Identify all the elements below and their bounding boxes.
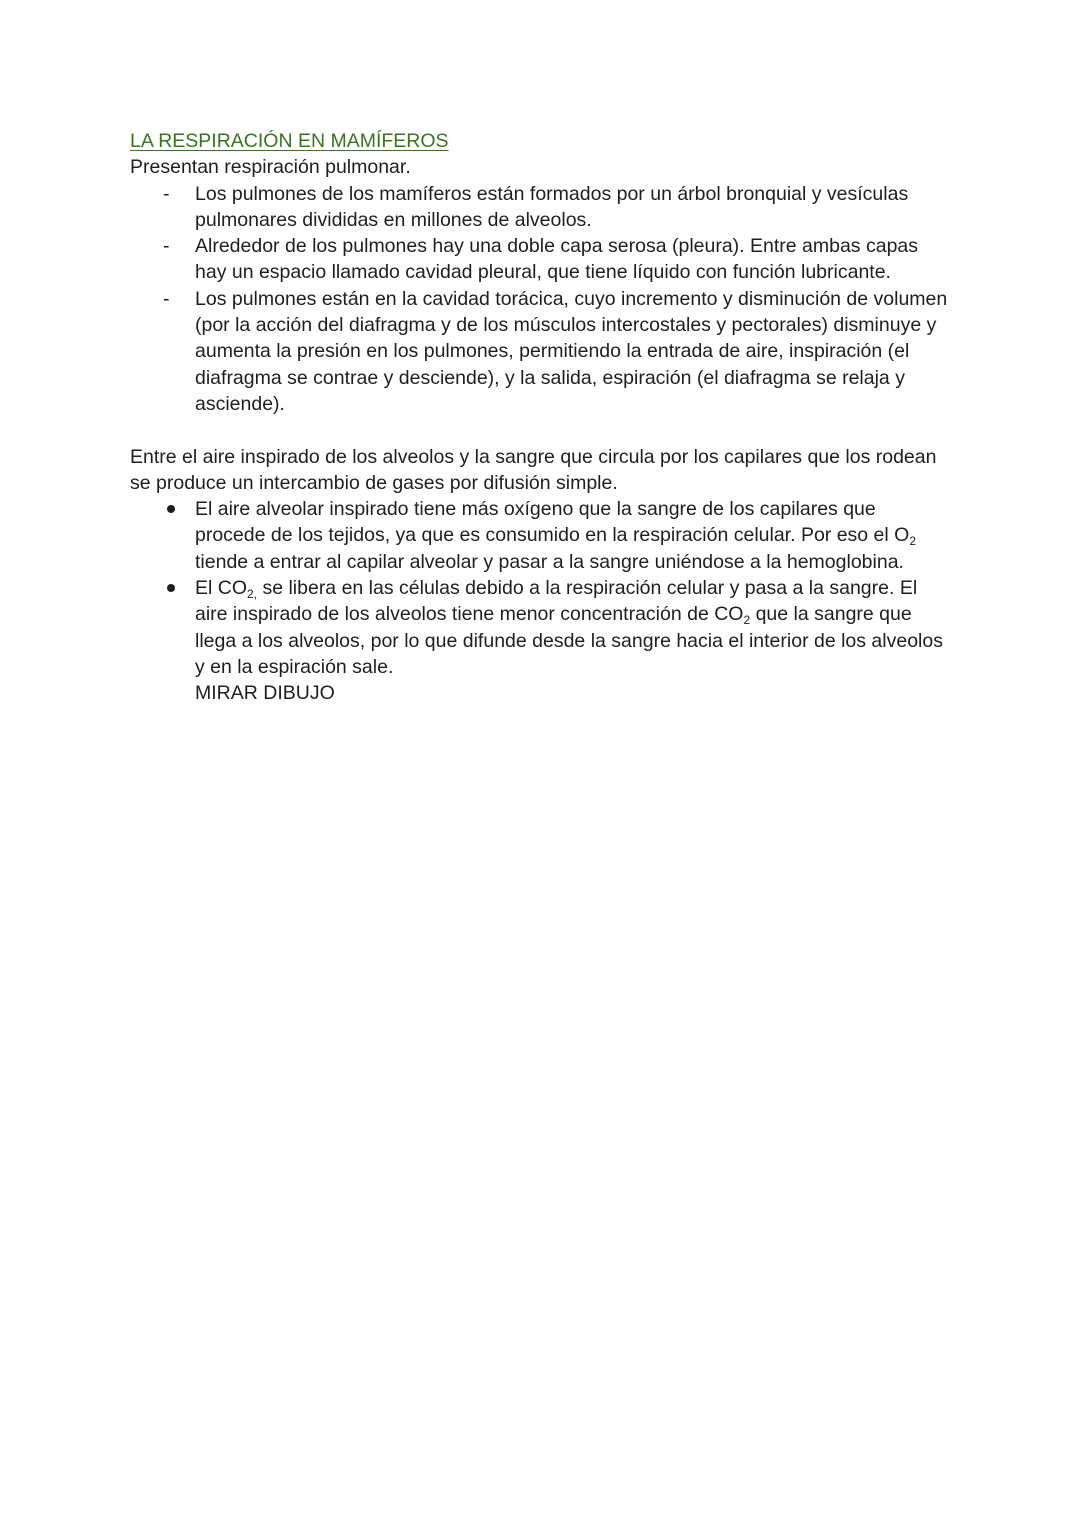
list-item-text: Alrededor de los pulmones hay una doble capa serosa (pleura). Entre ambas capas hay un espacio llamado cavidad pleural, que tiene líquido con función lubricante. [195, 235, 919, 284]
dash-marker: - [163, 235, 170, 258]
bullet-text-part: tiende a entrar al capilar alveolar y pasar a la sangre uniéndose a la hemoglobina. [195, 550, 904, 573]
list-item [130, 233, 950, 286]
document-page [130, 128, 950, 707]
bullet-text-part: El aire alveolar inspirado tiene más oxígeno que la sangre de los capilares que procede de los tejidos, ya que es consumido en la respiración celular. Por eso el O [195, 498, 910, 547]
document-title: LA RESPIRACIÓN EN MAMÍFEROS [130, 130, 449, 152]
intro-paragraph: Presentan respiración pulmonar. [130, 156, 411, 179]
bullet-dot-icon [167, 584, 175, 592]
subscript: 2 [743, 613, 751, 628]
subscript: 2 [909, 534, 917, 549]
bullet-text-part: se libera en las células debido a la respiración celular y pasa a la sangre. El aire inspirado de los alveolos tiene menor concentración de CO [195, 577, 918, 626]
dash-marker: - [163, 287, 170, 310]
bullet-dot-icon [167, 505, 175, 513]
dash-marker: - [163, 182, 170, 205]
bullet-list [130, 496, 950, 706]
paragraph-spacer [130, 417, 950, 443]
list-item [130, 286, 950, 417]
list-item [130, 181, 950, 234]
drawing-note: MIRAR DIBUJO [195, 682, 335, 705]
list-item-text: Los pulmones están en la cavidad torácica, cuyo incremento y disminución de volumen (por la acción del diafragma y de los músculos intercostales y pectorales) disminuye y aumenta la presión en los pulmones, permitiendo la entrada de aire, inspiración (el diafragma se contrae y desciende), y la salida, espiración (el diafragma se relaja y asciende). [195, 287, 948, 415]
list-item [130, 575, 950, 706]
subscript: 2, [247, 587, 258, 602]
gas-exchange-paragraph: Entre el aire inspirado de los alveolos y la sangre que circula por los capilares que los rodean se produce un intercambio de gases por difusión simple. [130, 445, 937, 494]
bullet-text-part: El CO [195, 577, 248, 600]
list-item-text: Los pulmones de los mamíferos están formados por un árbol bronquial y vesículas pulmonares divididas en millones de alveolos. [195, 182, 909, 231]
list-item [130, 496, 950, 575]
bullet-text-part: que la sangre que llega a los alveolos, por lo que difunde desde la sangre hacia el interior de los alveolos y en la espiración sale. [195, 603, 943, 678]
dash-list [130, 181, 950, 418]
